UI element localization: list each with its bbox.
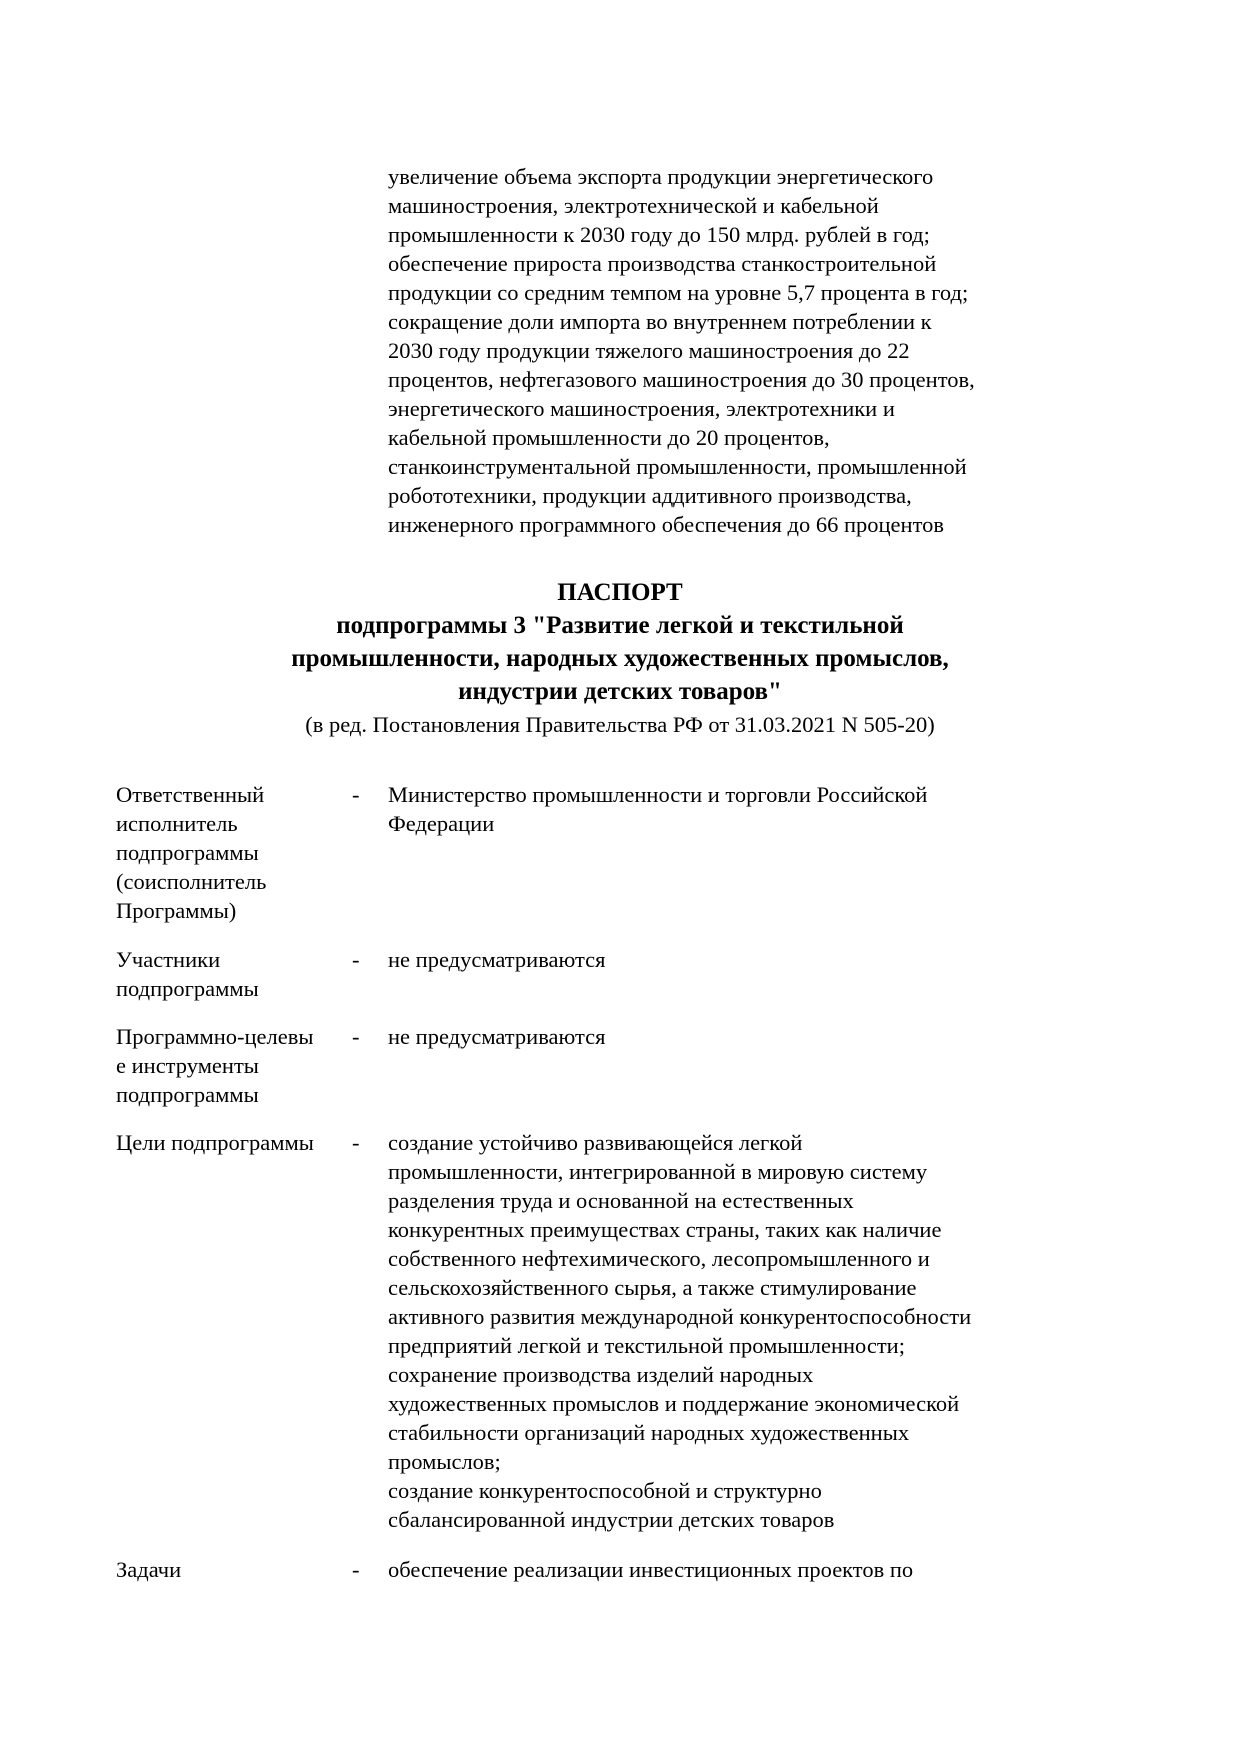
row-label-instruments: Программно-целевы е инструменты подпрограммы bbox=[116, 1024, 314, 1107]
intro-line: увеличение объема экспорта продукции энергетического bbox=[388, 164, 934, 189]
row-separator: - bbox=[352, 782, 360, 807]
intro-line: станкоинструментальной промышленности, промышленной bbox=[388, 454, 967, 479]
row-label-tasks: Задачи bbox=[116, 1557, 182, 1582]
intro-line: сокращение доли импорта во внутреннем потреблении к bbox=[388, 309, 932, 334]
row-separator: - bbox=[352, 1557, 360, 1582]
intro-line: промышленности к 2030 году до 150 млрд. рублей в год; bbox=[388, 222, 930, 247]
subprogram-title-line: подпрограммы 3 "Развитие легкой и текстильной bbox=[336, 612, 904, 639]
intro-line: кабельной промышленности до 20 процентов, bbox=[388, 425, 830, 450]
intro-line: инженерного программного обеспечения до 66 процентов bbox=[388, 512, 944, 537]
row-value-goals: создание устойчиво развивающейся легкой промышленности, интегрированной в мировую систему разделения труда и основанной на естественных конкурентных преимуществах страны, таких как наличие собственного нефтехимического, лесопромышленного и сельскохозяйственного сырья, а также стимулирование активного развития международной конкурентоспособности предприятий легкой и текстильной промышленности; сохранение производства изделий народных художественных промыслов и поддержание экономической стабильности организаций народных художественных промыслов; создание конкурентоспособной и структурно сбалансированной индустрии детских товаров bbox=[388, 1130, 972, 1532]
intro-line: энергетического машиностроения, электротехники и bbox=[388, 396, 895, 421]
passport-title: ПАСПОРТ bbox=[557, 579, 683, 606]
row-value-responsible: Министерство промышленности и торговли Российской Федерации bbox=[388, 782, 928, 836]
row-label-participants: Участники подпрограммы bbox=[116, 947, 259, 1001]
intro-line: 2030 году продукции тяжелого машиностроения до 22 bbox=[388, 338, 910, 363]
row-value-participants: не предусматриваются bbox=[388, 947, 606, 972]
row-separator: - bbox=[352, 1024, 360, 1049]
row-value-instruments: не предусматриваются bbox=[388, 1024, 606, 1049]
intro-line: обеспечение прироста производства станкостроительной bbox=[388, 251, 937, 276]
row-separator: - bbox=[352, 947, 360, 972]
intro-line: процентов, нефтегазового машиностроения до 30 процентов, bbox=[388, 367, 975, 392]
edition-note: (в ред. Постановления Правительства РФ от 31.03.2021 N 505-20) bbox=[305, 712, 935, 737]
row-separator: - bbox=[352, 1130, 360, 1155]
row-label-responsible: Ответственный исполнитель подпрограммы (соисполнитель Программы) bbox=[116, 782, 267, 923]
intro-text bbox=[388, 162, 975, 539]
intro-line: робототехники, продукции аддитивного производства, bbox=[388, 483, 912, 508]
row-label-goals: Цели подпрограммы bbox=[116, 1130, 314, 1155]
row-value-tasks: обеспечение реализации инвестиционных проектов по bbox=[388, 1557, 914, 1582]
subprogram-title-line: индустрии детских товаров" bbox=[458, 678, 782, 705]
subprogram-title-line: промышленности, народных художественных промыслов, bbox=[291, 645, 949, 672]
intro-line: продукции со средним темпом на уровне 5,7 процента в год; bbox=[388, 280, 969, 305]
intro-line: машиностроения, электротехнической и кабельной bbox=[388, 193, 879, 218]
